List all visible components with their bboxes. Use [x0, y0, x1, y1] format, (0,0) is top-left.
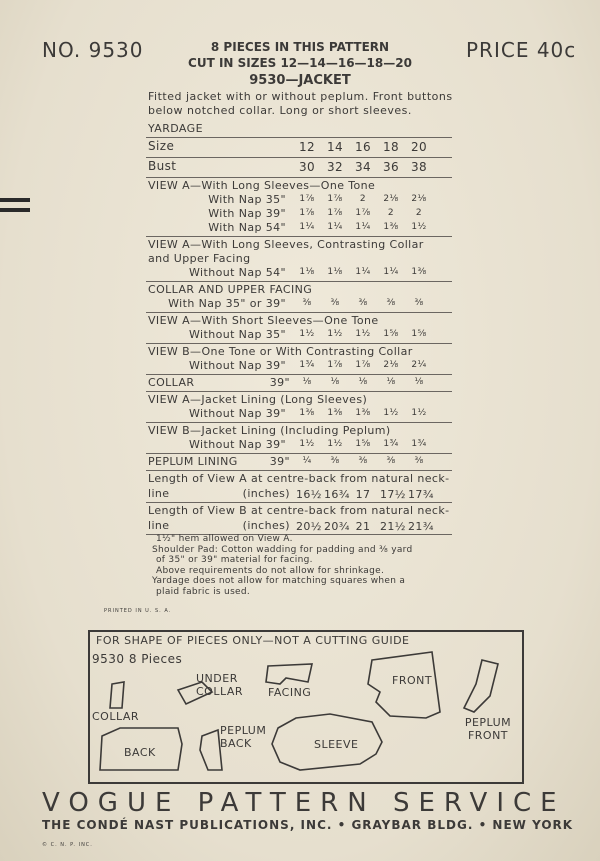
size-value: ⅛ [386, 377, 396, 387]
row-label: VIEW B—Jacket Lining (Including Peplum) [148, 424, 391, 437]
size-value: 36 [382, 160, 400, 174]
size-value: 38 [410, 160, 428, 174]
size-value: 1⅝ [383, 329, 399, 339]
size-value: 32 [326, 160, 344, 174]
note-line: 1½" hem allowed on View A. [156, 534, 293, 544]
size-value: 1¾ [411, 439, 427, 449]
yardage-row [146, 206, 452, 220]
size-value: 16½ [296, 488, 322, 501]
size-value: 2⅛ [411, 194, 427, 204]
size-value: ⅜ [414, 298, 424, 308]
row-label: VIEW A—Jacket Lining (Long Sleeves) [148, 393, 368, 406]
copyright: © C. N. P. INC. [42, 842, 93, 848]
yardage-row [146, 313, 452, 327]
yardage-row [146, 327, 452, 344]
row-label: and Upper Facing [148, 252, 251, 265]
size-value: 1⅞ [355, 208, 371, 218]
size-value: 17¾ [408, 488, 434, 501]
size-value: 1¼ [355, 267, 371, 277]
diagram-pattern-count: 9530 8 Pieces [92, 652, 183, 666]
row-label: VIEW A—With Long Sleeves, Contrasting Collar [148, 238, 424, 251]
size-value: ⅜ [330, 298, 340, 308]
yardage-row [146, 406, 452, 423]
row-label: COLLAR [148, 376, 195, 389]
size-value: 1½ [383, 408, 399, 418]
yardage-row [146, 486, 452, 503]
size-value: 20 [410, 140, 428, 154]
yardage-heading-row [146, 120, 452, 138]
peplum-back-piece [200, 730, 222, 770]
size-value: 2¼ [411, 360, 427, 370]
size-value: 1⅜ [355, 408, 371, 418]
size-value: 1⅛ [327, 267, 343, 277]
size-value: 21¾ [408, 520, 434, 533]
size-value: 2 [387, 208, 395, 218]
description-line: below notched collar. Long or short sleeves. [148, 104, 412, 117]
row-label: line [148, 519, 170, 532]
size-value: 1⅞ [355, 360, 371, 370]
note-line: plaid fabric is used. [156, 586, 251, 597]
diagram-caption: FOR SHAPE OF PIECES ONLY—NOT A CUTTING GUIDE [96, 634, 410, 647]
row-sub-label: 39" [269, 376, 290, 389]
size-value: 1½ [355, 329, 371, 339]
label-peplum-front: PEPLUM FRONT [464, 716, 512, 742]
row-sub-label: Without Nap 54" [189, 266, 286, 279]
size-value: 34 [354, 160, 372, 174]
size-value: 1⅛ [299, 267, 315, 277]
size-value: 21 [355, 520, 371, 533]
size-value: 30 [298, 160, 316, 174]
label-under-collar: UNDER COLLAR [196, 672, 244, 698]
row-sub-label: Without Nap 35" [189, 328, 286, 341]
row-label: Bust [148, 159, 177, 173]
peplum-front-piece [464, 660, 498, 712]
size-value: 1⅞ [327, 208, 343, 218]
yardage-row [146, 265, 452, 282]
size-value: 1½ [299, 439, 315, 449]
yardage-row [146, 503, 452, 518]
yardage-row [146, 344, 452, 358]
yardage-row [146, 454, 452, 471]
size-value: 21½ [380, 520, 406, 533]
row-sub-label: With Nap 54" [208, 221, 286, 234]
label-front: FRONT [392, 674, 433, 687]
yardage-row [146, 392, 452, 406]
row-label: Length of View A at centre-back from natural neck- [148, 472, 450, 485]
size-value: 1¾ [299, 360, 315, 370]
row-sub-label: Without Nap 39" [189, 407, 286, 420]
sizes-line: CUT IN SIZES 12—14—16—18—20 [188, 56, 412, 70]
size-value: 1⅝ [355, 439, 371, 449]
size-value: 1⅜ [383, 222, 399, 232]
edge-mark [0, 208, 30, 212]
edge-mark [0, 198, 30, 202]
pattern-number: NO. 9530 [42, 38, 144, 62]
row-sub-label: 39" [269, 455, 290, 468]
label-back: BACK [124, 746, 156, 759]
description-line: Fitted jacket with or without peplum. Front buttons [148, 90, 453, 103]
size-value: 17½ [380, 488, 406, 501]
size-value: 2⅛ [383, 194, 399, 204]
yardage-row [146, 220, 452, 237]
size-value: 1½ [327, 439, 343, 449]
note-line: Above requirements do not allow for shrinkage. [156, 565, 385, 576]
size-value: ¼ [302, 456, 312, 466]
yardage-row [146, 518, 452, 535]
size-value: ⅜ [358, 298, 368, 308]
row-sub-label: Without Nap 39" [189, 438, 286, 451]
service-banner: VOGUE PATTERN SERVICE [42, 788, 566, 818]
size-value: ⅛ [302, 377, 312, 387]
pieces-count: 8 PIECES IN THIS PATTERN [210, 40, 390, 54]
yardage-row [146, 437, 452, 454]
row-label: Length of View B at centre-back from natural neck- [148, 504, 450, 517]
size-value: 1½ [411, 408, 427, 418]
size-value: ⅜ [386, 456, 396, 466]
size-value: 1⅞ [327, 360, 343, 370]
row-label: PEPLUM LINING [148, 455, 238, 468]
size-value: 2 [415, 208, 423, 218]
pieces-diagram [88, 630, 524, 784]
size-value: 1⅞ [327, 194, 343, 204]
label-sleeve: SLEEVE [314, 738, 359, 751]
size-value: 1⅜ [299, 408, 315, 418]
size-value: 1¼ [355, 222, 371, 232]
size-value: ⅜ [302, 298, 312, 308]
row-sub-label: (inches) [242, 519, 290, 532]
size-value: 18 [382, 140, 400, 154]
yardage-row [146, 192, 452, 206]
size-value: 17 [355, 488, 371, 501]
size-value: ⅜ [414, 456, 424, 466]
facing-piece [266, 664, 312, 684]
size-value: 1½ [299, 329, 315, 339]
size-value: ⅜ [358, 456, 368, 466]
row-sub-label: With Nap 39" [208, 207, 286, 220]
pattern-title: 9530—JACKET [249, 73, 351, 88]
row-sub-label: With Nap 35" or 39" [168, 297, 286, 310]
yardage-row [146, 471, 452, 486]
yardage-row [146, 178, 452, 192]
size-value: 20¾ [324, 520, 350, 533]
yardage-row [146, 138, 452, 158]
row-label: line [148, 487, 170, 500]
yardage-row [146, 358, 452, 375]
size-value: ⅛ [330, 377, 340, 387]
label-peplum-back: PEPLUM BACK [220, 724, 267, 750]
size-value: ⅛ [414, 377, 424, 387]
row-sub-label: With Nap 35" [208, 193, 286, 206]
yardage-row [146, 237, 452, 251]
size-value: 1¼ [299, 222, 315, 232]
yardage-table [146, 120, 452, 535]
yardage-heading: YARDAGE [148, 122, 203, 135]
size-value: 1½ [411, 222, 427, 232]
note-line: Shoulder Pad: Cotton wadding for padding and ⅜ yard [152, 544, 413, 555]
size-value: 1½ [327, 329, 343, 339]
row-sub-label: (inches) [242, 487, 290, 500]
yardage-row [146, 296, 452, 313]
size-value: 2⅛ [383, 360, 399, 370]
size-value: 1⅞ [299, 208, 315, 218]
row-label: VIEW A—With Long Sleeves—One Tone [148, 179, 376, 192]
size-value: ⅜ [330, 456, 340, 466]
price: PRICE 40c [466, 38, 577, 62]
yardage-row [146, 158, 452, 178]
yardage-row [146, 375, 452, 392]
size-value: ⅛ [358, 377, 368, 387]
size-value: 20½ [296, 520, 322, 533]
yardage-row [146, 423, 452, 437]
size-value: ⅜ [386, 298, 396, 308]
size-value: 1¼ [327, 222, 343, 232]
note-line: of 35" or 39" material for facing. [156, 555, 313, 565]
row-sub-label: Without Nap 39" [189, 359, 286, 372]
size-value: 16 [354, 140, 372, 154]
publisher-line: THE CONDÉ NAST PUBLICATIONS, INC. • GRAYBAR BLDG. • NEW YORK [42, 818, 574, 832]
size-value: 1⅞ [299, 194, 315, 204]
size-value: 14 [326, 140, 344, 154]
size-value: 1⅜ [327, 408, 343, 418]
row-label: VIEW B—One Tone or With Contrasting Collar [148, 345, 413, 358]
yardage-row [146, 282, 452, 296]
size-value: 2 [359, 194, 367, 204]
note-line: Yardage does not allow for matching squares when a [152, 576, 406, 586]
size-value: 16¾ [324, 488, 350, 501]
row-label: VIEW A—With Short Sleeves—One Tone [148, 314, 379, 327]
piece-shapes [90, 632, 522, 782]
printed-in: PRINTED IN U. S. A. [104, 608, 172, 614]
size-value: 1¾ [383, 439, 399, 449]
label-facing: FACING [268, 686, 312, 699]
collar-piece [110, 682, 124, 708]
row-label: COLLAR AND UPPER FACING [148, 283, 313, 296]
size-value: 1⅝ [411, 329, 427, 339]
yardage-rows [146, 138, 452, 535]
label-collar: COLLAR [92, 710, 140, 723]
row-label: Size [148, 139, 175, 153]
size-value: 12 [298, 140, 316, 154]
yardage-row [146, 251, 452, 265]
size-value: 1¼ [383, 267, 399, 277]
size-value: 1⅜ [411, 267, 427, 277]
